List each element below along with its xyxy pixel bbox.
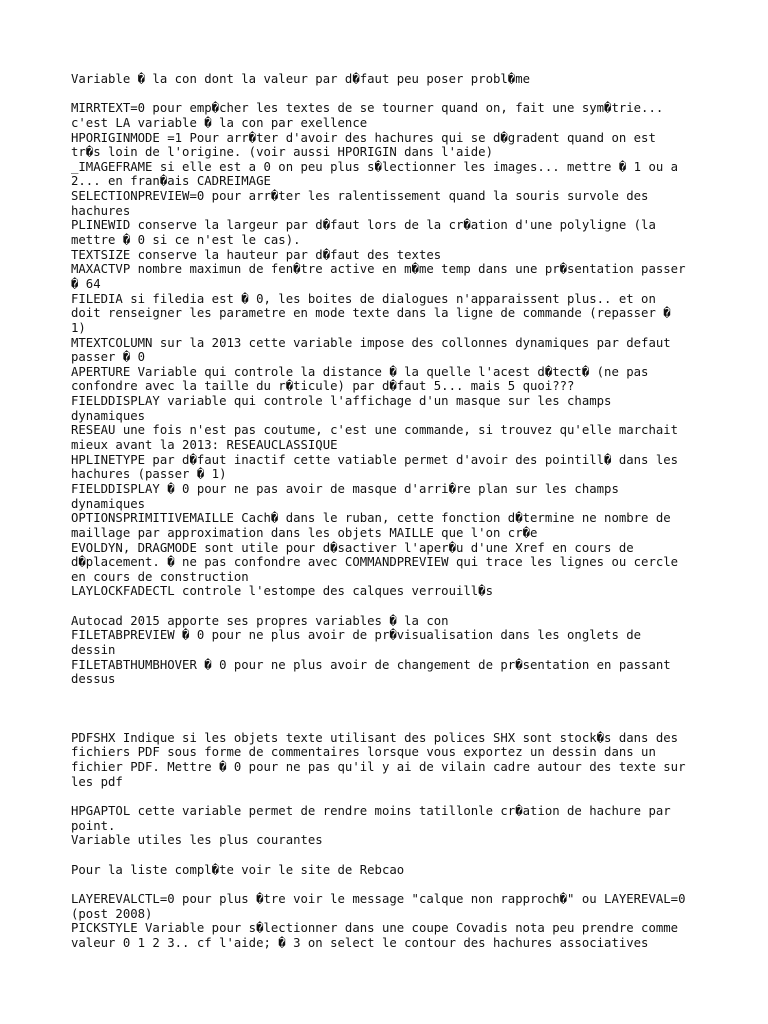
- text-line: 1): [71, 320, 86, 335]
- blank-line: [71, 716, 711, 731]
- blank-line: [71, 877, 711, 892]
- text-line: � 64: [71, 276, 101, 291]
- text-line: OPTIONSPRIMITIVEMAILLE Cach� dans le ruban, cette fonction d�termine ne nombre de: [71, 511, 671, 526]
- text-line: TEXTSIZE conserve la hauteur par d�faut des textes: [71, 247, 442, 262]
- text-line: Pour la liste compl�te voir le site de Rebcao: [71, 862, 405, 877]
- text-line: fichiers PDF sous forme de commentaires lorsque vous exportez un dessin dans un: [71, 745, 656, 760]
- text-line: APERTURE Variable qui controle la distance � la quelle l'acest d�tect� (ne pas: [71, 364, 649, 379]
- text-line: SELECTIONPREVIEW=0 pour arr�ter les ralentissement quand la souris survole des: [71, 189, 649, 204]
- text-line: EVOLDYN, DRAGMODE sont utile pour d�sactiver l'aper�u d'une Xref en cours de: [71, 540, 634, 555]
- text-line: maillage par approximation dans les objets MAILLE que l'on cr�e: [71, 525, 538, 540]
- text-line: dynamiques: [71, 408, 146, 423]
- text-line: (post 2008): [71, 906, 153, 921]
- text-line: _IMAGEFRAME si elle est a 0 on peu plus s�lectionner les images... mettre � 1 ou a: [71, 159, 679, 174]
- blank-line: [71, 702, 711, 717]
- text-line: doit renseigner les parametre en mode texte dans la ligne de commande (repasser �: [71, 306, 671, 321]
- text-line: HPGAPTOL cette variable permet de rendre moins tatillonle cr�ation de hachure par: [71, 804, 671, 819]
- text-line: passer � 0: [71, 350, 146, 365]
- text-line: Variable utiles les plus courantes: [71, 833, 323, 848]
- text-line: confondre avec la taille du r�ticule) par d�faut 5... mais 5 quoi???: [71, 379, 575, 394]
- text-line: RESEAU une fois n'est pas coutume, c'est une commande, si trouvez qu'elle marchait: [71, 423, 679, 438]
- text-line: MIRRTEXT=0 pour emp�cher les textes de se tourner quand on, fait une sym�trie...: [71, 101, 664, 116]
- text-line: HPORIGINMODE =1 Pour arr�ter d'avoir des hachures qui se d�gradent quand on est: [71, 130, 656, 145]
- blank-line: [71, 87, 711, 102]
- text-line: Variable � la con dont la valeur par d�faut peu poser probl�me: [71, 72, 531, 86]
- blank-line: [71, 687, 711, 702]
- text-line: valeur 0 1 2 3.. cf l'aide; � 3 on select le contour des hachures associatives: [71, 935, 649, 950]
- blank-line: [71, 848, 711, 863]
- text-line: FIELDDISPLAY variable qui controle l'affichage d'un masque sur les champs: [71, 394, 612, 409]
- text-line: mieux avant la 2013: RESEAUCLASSIQUE: [71, 438, 338, 453]
- text-line: PICKSTYLE Variable pour s�lectionner dans une coupe Covadis nota peu prendre comme: [71, 921, 679, 936]
- text-line: les pdf: [71, 774, 123, 789]
- text-line: dessus: [71, 672, 116, 687]
- blank-line: [71, 789, 711, 804]
- text-line: fichier PDF. Mettre � 0 pour ne pas qu'il y ai de vilain cadre autour des texte sur: [71, 760, 686, 775]
- document-text: [71, 72, 711, 950]
- text-line: point.: [71, 818, 116, 833]
- text-line: dynamiques: [71, 496, 146, 511]
- text-line: LAYLOCKFADECTL controle l'estompe des calques verrouill�s: [71, 584, 493, 599]
- text-line: LAYEREVALCTL=0 pour plus �tre voir le message "calque non rapproch�" ou LAYEREVAL=0: [71, 891, 686, 906]
- text-line: FILEDIA si filedia est � 0, les boites de dialogues n'apparaissent plus.. et on: [71, 291, 656, 306]
- text-line: 2... en fran�ais CADREIMAGE: [71, 174, 271, 189]
- text-line: FILETABTHUMBHOVER � 0 pour ne plus avoir de changement de pr�sentation en passant: [71, 657, 671, 672]
- text-line: Autocad 2015 apporte ses propres variables � la con: [71, 613, 449, 628]
- text-line: dessin: [71, 642, 116, 657]
- text-line: MTEXTCOLUMN sur la 2013 cette variable impose des collonnes dynamiques par defaut: [71, 335, 671, 350]
- text-line: d�placement. � ne pas confondre avec COMMANDPREVIEW qui trace les lignes ou cercle: [71, 555, 679, 570]
- text-line: PDFSHX Indique si les objets texte utilisant des polices SHX sont stock�s dans des: [71, 730, 679, 745]
- text-line: MAXACTVP nombre maximun de fen�tre active en m�me temp dans une pr�sentation passer: [71, 262, 686, 277]
- text-line: FIELDDISPLAY � 0 pour ne pas avoir de masque d'arri�re plan sur les champs: [71, 481, 619, 496]
- text-line: c'est LA variable � la con par exellence: [71, 115, 368, 130]
- text-line: FILETABPREVIEW � 0 pour ne plus avoir de pr�visualisation dans les onglets de: [71, 628, 642, 643]
- text-line: tr�s loin de l'origine. (voir aussi HPORIGIN dans l'aide): [71, 145, 493, 160]
- text-line: en cours de construction: [71, 569, 249, 584]
- text-line: PLINEWID conserve la largeur par d�faut lors de la cr�ation d'une polyligne (la: [71, 218, 656, 233]
- text-line: hachures: [71, 203, 131, 218]
- text-line: hachures (passer � 1): [71, 467, 227, 482]
- text-line: mettre � 0 si ce n'est le cas).: [71, 233, 301, 248]
- text-line: HPLINETYPE par d�faut inactif cette vatiable permet d'avoir des pointill� dans les: [71, 452, 679, 467]
- blank-line: [71, 599, 711, 614]
